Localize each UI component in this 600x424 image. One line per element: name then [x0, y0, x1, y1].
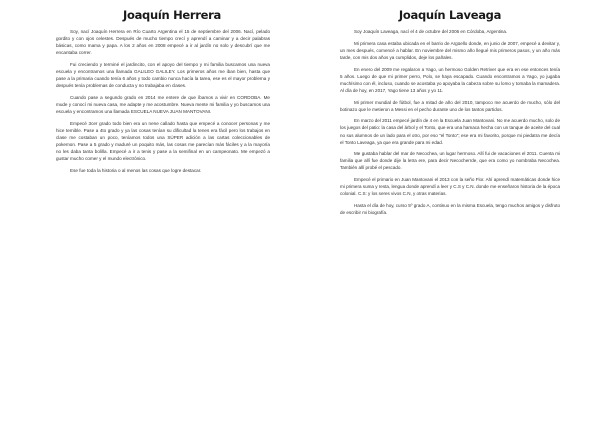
- paragraph: Soy Joaquín Laveaga, nací el 4 de octubre del 2006 en Córdoba, Argentina.: [354, 29, 508, 34]
- page-title: Joaquín Herrera: [123, 8, 221, 22]
- paragraph: Cuando pase a segundo grado en 2014 me entere de que íbamos a vivir en CORDOBA. Me mude y conocí mi nueva casa, me adapte y me acostumbre. Nueva mente mi familia y yo buscamos una escuela y encontramos una llamada ESCUELA NUEVA JUAN MANTOVANI.: [56, 94, 270, 115]
- paragraph: Empecé 3cer grado todo bien era un nene callado hasta que empecé a conocer personas y me hice temible. Pase a 4to grado y ya las cosas tenían su dificultad la tenes era fácil pero los trabajos en clase me costaban un poco, teníamos todos una SÚPER adición a las cartas coleccionables de pokemon. Pase a 5 grado y maduré un poquito más, las cosas me parecían más fáciles y a la mayoría no les daba tanta bolilla. Empecé a ir a tenis y pase a la semifinal en un campeonato. Me empezó a gustar mucho comer y el mundo electrónico.: [56, 120, 270, 162]
- paragraph: En enero del 2009 me regalaron a Yago, un hermoso Golden Retriver que era en ese entonces tenía 5 años. Luego de que mi primer perro, Polo, se haya escapado. Cuando encontramos a Yago, yo jugaba muchísimo con él, incluso, cuando se acostaba yo apoyaba la cabeza sobre su lomo y tomaba la mamadera. Al día de hoy, en 2017, Yago tiene 13 años y yo 11.: [340, 66, 560, 93]
- paragraph: Hasta el día de hoy, curso 5º grado A, continuo en la misma Escuela, tengo muchos amigos y disfruto de escribir mi biografía.: [340, 203, 560, 216]
- right-page: [300, 0, 600, 424]
- page-title: Joaquín Laveaga: [398, 8, 502, 22]
- paragraph: Mi primera casa estaba ubicada en el barrio de Argüello donde, en junio de 2007, empecé a devitar y, un mes después, comencé a hablar. En noviembre del mismo año llegué mis primeros pasos, y un año más tarde, con mis dos años ya cumplidos, deje los pañales.: [340, 40, 560, 60]
- paragraph: Fui creciendo y terminé el jardincito, con el apoyo del tiempo y mi familia buscamos una nueva escuela y encontramos una llamada GALILEO GALILEY. Los primeros años me iban bien, hasta que pase a la primaria cuando tenía 6 años y todo cambio nunca hacía la tarea, ese es el mayor problema y después tenía problemas de conducta y no trabajaba en clases.: [56, 61, 270, 89]
- paragraph: Ese fue toda la historia o al menos las cosas que logre destacar.: [70, 167, 202, 173]
- paragraph: Empecé el primario en Juan Mantovani el 2013 con la seño Flor. Ahí aprendí matemáticas donde hice mi primera suma y resta, lengua donde aprendí a leer y C.S y C.N. donde me enseñaron historia de la época colonial. C.S: y los seres vivos C.N, y otras materias.: [340, 177, 560, 197]
- paragraph: Soy, nací Joaquín Herrera en Río Cuarto Argentina el 15 de septiembre del 2006. Nací, pelado gordito y con ojos celestes. Después de mucho tiempo crecí y aprendí a caminar y a decir palabras básicas, como mama y papa. A los 2 años en 2008 empecé a ir al jardín no solo y descubrí que me encantaba correr.: [56, 29, 270, 56]
- paragraph: En marzo del 2011 empecé jardín de 4 en la Escuela Juan Mantovani. No me acuerdo mucho, solo de los juegos del patio: la casa del árbol y el Tonto, que era una hamaca hecha con un tanque de aceite del cual no sus alumnos de un lado para el otro, por eso "el Tonto"; ese era mi favorito, porque mi piedatra me decía el Tonto Laveaga, ya que era grande para mi edad.: [340, 118, 560, 145]
- paragraph: Me gustaba hablar del mar de Necochea, un lugar hermoso. Allí fui de vacaciones el 2011. Cuenta mi familia que allí fue donde dije la letra ere, para decir Necocherrde, que era como yo nombraba Necochea. También allí probé el pescado.: [340, 151, 560, 171]
- paragraph: Mi primer mundial de fútbol, fue a mitad de año del 2010, tampoco me acuerdo de mucho, sólo del botinazo que le metieron a Messi en el pecho durante uno de los tantos partidos.: [340, 99, 560, 112]
